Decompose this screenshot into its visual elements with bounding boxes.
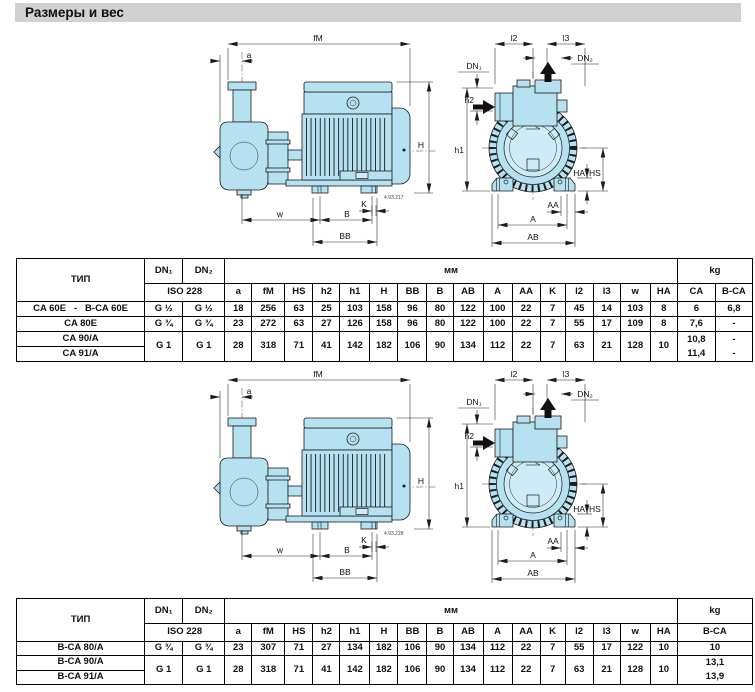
dim-value-cell: 80 <box>427 302 453 317</box>
dim-value-cell: 63 <box>285 317 313 332</box>
dimensions-table-bca <box>16 598 753 685</box>
dim-label-a: a <box>246 50 252 60</box>
pump-type-cell: CA 90/A <box>17 332 145 347</box>
dim-value-cell: 128 <box>620 332 650 362</box>
pump-type-cell: CA 60E - B-CA 60E <box>17 302 145 317</box>
dim-value-cell: 90 <box>427 332 453 362</box>
pump-type-cell: B-CA 91/A <box>17 670 145 685</box>
weight-ca-cell: 6 <box>677 302 715 317</box>
dim-value-cell: 134 <box>453 656 483 685</box>
col-header-dn2: DN₂ <box>183 599 225 624</box>
weight-bca-cell <box>715 332 752 362</box>
dim-value-cell: 41 <box>313 332 340 362</box>
weight-bca-cell <box>677 656 752 685</box>
dim-label-fm: fM <box>313 33 323 43</box>
dim-value-cell: 10 <box>650 332 677 362</box>
dim-label-aa: AA <box>547 200 559 210</box>
col-header-dim: HS <box>285 284 313 302</box>
dim-value-cell: 80 <box>427 317 453 332</box>
pump-front-view <box>455 33 608 247</box>
col-header-dim: HA <box>650 284 677 302</box>
dim-value-cell: 112 <box>483 642 512 656</box>
dim-value-cell: 8 <box>650 317 677 332</box>
dim-value-cell: 28 <box>225 656 252 685</box>
pump-type-cell: CA 80E <box>17 317 145 332</box>
dim-value-cell: 158 <box>370 317 398 332</box>
dim-value-cell: 23 <box>225 317 252 332</box>
pump-type-cell: CA 91/A <box>17 347 145 362</box>
dim-value-cell: 106 <box>398 642 427 656</box>
dim-value-cell: 318 <box>252 656 285 685</box>
dimensions-table-ca <box>16 258 753 362</box>
col-group-kg: kg <box>677 259 752 284</box>
dim-label-h1: h1 <box>454 145 464 155</box>
dim-value-cell: 112 <box>483 656 512 685</box>
dim-label-dn2: DN₂ <box>577 53 593 63</box>
dim-label-hs: HS <box>589 168 601 178</box>
col-header-dim: w <box>620 284 650 302</box>
col-header-dim: AB <box>453 284 483 302</box>
dim-value-cell: 7 <box>540 332 565 362</box>
dn1-cell: G ¾ <box>145 317 183 332</box>
dim-value-cell: 22 <box>512 642 540 656</box>
dn2-cell: G ¾ <box>183 317 225 332</box>
dim-value-cell: 22 <box>512 317 540 332</box>
pump-type-cell: B-CA 90/A <box>17 656 145 671</box>
col-header-type: ТИП <box>17 259 145 302</box>
dn2-cell: G ½ <box>183 302 225 317</box>
dim-value-cell: 106 <box>398 656 427 685</box>
dim-value-cell: 55 <box>565 642 593 656</box>
dim-value-cell: 272 <box>252 317 285 332</box>
dim-value-cell: 100 <box>483 317 512 332</box>
dim-value-cell: 22 <box>512 302 540 317</box>
dim-value-cell: 63 <box>285 302 313 317</box>
dim-label-a-big: A <box>530 214 536 224</box>
dim-value-cell: 103 <box>340 302 370 317</box>
col-header-dim: w <box>620 624 650 642</box>
col-header-dim: h1 <box>340 284 370 302</box>
pump-side-view <box>210 33 436 246</box>
weight-value: - <box>732 333 736 345</box>
dim-value-cell: 122 <box>453 317 483 332</box>
dim-value-cell: 71 <box>285 656 313 685</box>
dim-value-cell: 128 <box>620 656 650 685</box>
weight-value: 13,1 <box>705 657 725 668</box>
col-header-dim: l3 <box>593 284 620 302</box>
dim-value-cell: 100 <box>483 302 512 317</box>
col-header-iso: ISO 228 <box>145 624 225 642</box>
dim-label-l3: l3 <box>562 33 570 43</box>
dim-value-cell: 122 <box>453 302 483 317</box>
dim-value-cell: 18 <box>225 302 252 317</box>
dim-label-bb: BB <box>339 231 351 241</box>
dim-value-cell: 109 <box>620 317 650 332</box>
dim-value-cell: 71 <box>285 332 313 362</box>
technical-drawing-pump-2 <box>190 364 660 594</box>
col-header-dim: HA <box>650 624 677 642</box>
dim-label-l2: l2 <box>510 33 518 43</box>
dim-label-ab: AB <box>527 232 539 242</box>
dim-value-cell: 103 <box>620 302 650 317</box>
section-title-bar <box>15 3 741 22</box>
dim-value-cell: 182 <box>370 656 398 685</box>
col-header-dim: fM <box>252 624 285 642</box>
dim-value-cell: 22 <box>512 332 540 362</box>
dim-value-cell: 55 <box>565 317 593 332</box>
col-header-dim: h1 <box>340 624 370 642</box>
dim-value-cell: 7 <box>540 317 565 332</box>
weight-bca-cell: 6,8 <box>715 302 752 317</box>
dim-label-k: K <box>361 199 367 209</box>
weight-value: - <box>732 347 736 359</box>
dim-value-cell: 318 <box>252 332 285 362</box>
drawing-code: 4.93.217 <box>384 195 404 201</box>
dn1-cell: G 1 <box>145 332 183 362</box>
dim-value-cell: 22 <box>512 656 540 685</box>
col-group-mm: мм <box>225 259 678 284</box>
dim-value-cell: 27 <box>313 642 340 656</box>
weight-value: 10,8 <box>687 333 706 345</box>
dim-value-cell: 21 <box>593 656 620 685</box>
col-header-dim: l2 <box>565 624 593 642</box>
dim-value-cell: 142 <box>340 656 370 685</box>
dim-value-cell: 10 <box>650 642 677 656</box>
dim-value-cell: 96 <box>398 302 427 317</box>
dim-value-cell: 182 <box>370 642 398 656</box>
dim-value-cell: 7 <box>540 642 565 656</box>
dim-value-cell: 134 <box>453 642 483 656</box>
dim-value-cell: 106 <box>398 332 427 362</box>
col-header-dn1: DN₁ <box>145 259 183 284</box>
col-header-dim: l2 <box>565 284 593 302</box>
col-group-mm: мм <box>225 599 678 624</box>
weight-bca-cell: - <box>715 317 752 332</box>
col-header-dim: BB <box>398 624 427 642</box>
page-title: Размеры и вес <box>25 5 124 20</box>
dim-value-cell: 10 <box>650 656 677 685</box>
dim-label-h2: h2 <box>464 95 474 105</box>
col-header-dim: a <box>225 284 252 302</box>
col-header-type: ТИП <box>17 599 145 642</box>
col-header-dim: h2 <box>313 624 340 642</box>
dim-value-cell: 17 <box>593 317 620 332</box>
dim-value-cell: 122 <box>620 642 650 656</box>
dim-value-cell: 71 <box>285 642 313 656</box>
col-header-dim: a <box>225 624 252 642</box>
dim-value-cell: 28 <box>225 332 252 362</box>
dim-value-cell: 182 <box>370 332 398 362</box>
dim-label-ha: HA <box>573 168 585 178</box>
col-header-dim: h2 <box>313 284 340 302</box>
dim-value-cell: 7 <box>540 302 565 317</box>
dim-value-cell: 158 <box>370 302 398 317</box>
dim-value-cell: 63 <box>565 332 593 362</box>
col-header-dim: AA <box>512 624 540 642</box>
dim-value-cell: 307 <box>252 642 285 656</box>
weight-value: 13,9 <box>705 671 725 682</box>
dim-value-cell: 134 <box>340 642 370 656</box>
col-header-dim: H <box>370 284 398 302</box>
dim-label-b: B <box>344 209 350 219</box>
col-header-dim: A <box>483 624 512 642</box>
dim-label-w: w <box>276 209 284 219</box>
dim-value-cell: 27 <box>313 317 340 332</box>
col-header-dim: B <box>427 284 453 302</box>
dim-value-cell: 45 <box>565 302 593 317</box>
dim-value-cell: 41 <box>313 656 340 685</box>
col-header-kg-ca: CA <box>677 284 715 302</box>
col-header-dn2: DN₂ <box>183 259 225 284</box>
dn2-cell: G 1 <box>183 656 225 685</box>
col-header-dim: B <box>427 624 453 642</box>
dim-value-cell: 112 <box>483 332 512 362</box>
col-header-dim: A <box>483 284 512 302</box>
dim-value-cell: 90 <box>427 642 453 656</box>
weight-bca-cell: 10 <box>677 642 752 656</box>
dn2-cell: G 1 <box>183 332 225 362</box>
col-group-kg: kg <box>677 599 752 624</box>
dn1-cell: G ¾ <box>145 642 183 656</box>
dim-label-dn1: DN₁ <box>466 61 482 71</box>
weight-ca-cell: 7,6 <box>677 317 715 332</box>
dim-value-cell: 23 <box>225 642 252 656</box>
dim-value-cell: 25 <box>313 302 340 317</box>
dim-value-cell: 8 <box>650 302 677 317</box>
col-header-dim: fM <box>252 284 285 302</box>
col-header-dn1: DN₁ <box>145 599 183 624</box>
technical-drawing-pump-1 <box>190 28 660 258</box>
col-header-dim: AB <box>453 624 483 642</box>
weight-value: 11,4 <box>687 347 706 359</box>
dim-value-cell: 21 <box>593 332 620 362</box>
col-header-kg-bca: B-CA <box>715 284 752 302</box>
col-header-dim: AA <box>512 284 540 302</box>
col-header-dim: H <box>370 624 398 642</box>
col-header-dim: HS <box>285 624 313 642</box>
dim-value-cell: 14 <box>593 302 620 317</box>
dn2-cell: G ¾ <box>183 642 225 656</box>
dim-value-cell: 7 <box>540 656 565 685</box>
col-header-iso: ISO 228 <box>145 284 225 302</box>
dim-value-cell: 63 <box>565 656 593 685</box>
pump-type-cell: B-CA 80/A <box>17 642 145 656</box>
dn1-cell: G ½ <box>145 302 183 317</box>
col-header-dim: K <box>540 284 565 302</box>
col-header-dim: l3 <box>593 624 620 642</box>
drawing-code: 4.93.228 <box>384 531 404 537</box>
dn1-cell: G 1 <box>145 656 183 685</box>
dim-value-cell: 126 <box>340 317 370 332</box>
dim-value-cell: 256 <box>252 302 285 317</box>
col-header-dim: BB <box>398 284 427 302</box>
dim-value-cell: 96 <box>398 317 427 332</box>
dim-value-cell: 142 <box>340 332 370 362</box>
weight-ca-cell <box>677 332 715 362</box>
col-header-kg-bca: B-CA <box>677 624 752 642</box>
dim-value-cell: 17 <box>593 642 620 656</box>
dim-value-cell: 134 <box>453 332 483 362</box>
dim-label-h: H <box>417 140 425 150</box>
col-header-dim: K <box>540 624 565 642</box>
dim-value-cell: 90 <box>427 656 453 685</box>
